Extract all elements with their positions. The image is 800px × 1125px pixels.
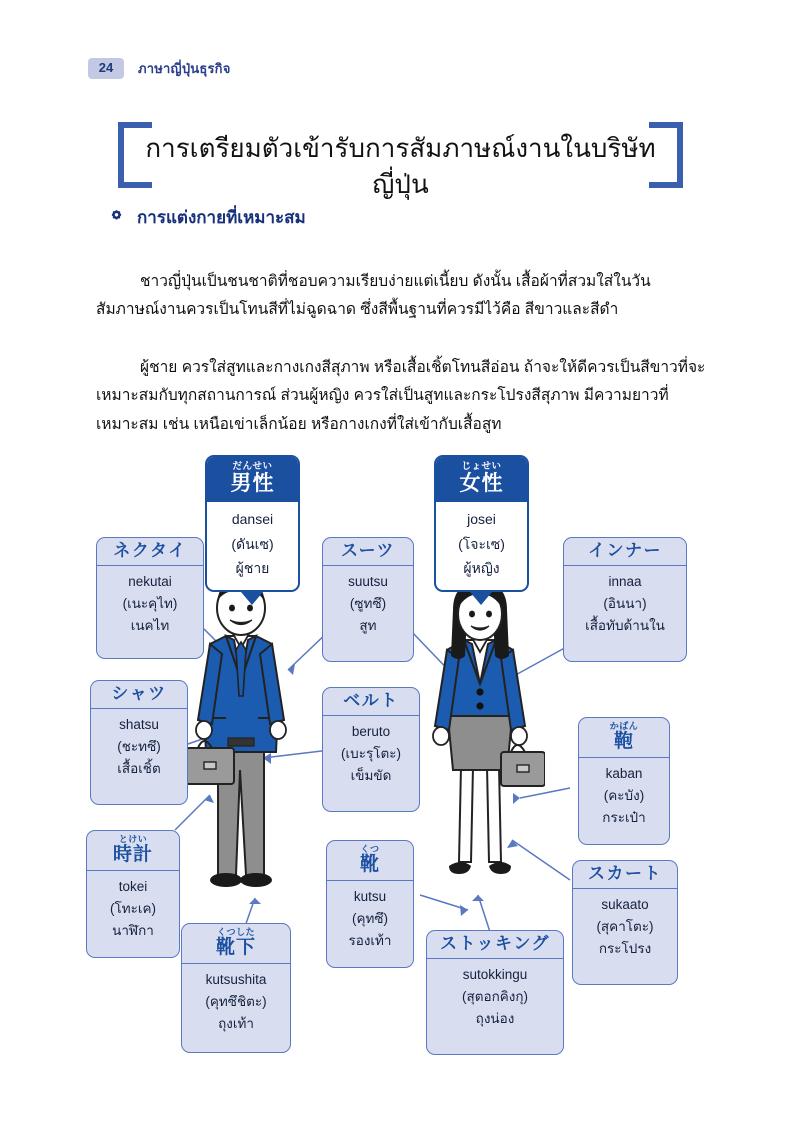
running-head-title: ภาษาญี่ปุ่นธุรกิจ xyxy=(138,61,231,76)
body-paragraph-1 xyxy=(96,268,710,325)
card-suutsu-romaji: suutsu xyxy=(348,573,388,589)
card-shatsu-header xyxy=(91,681,187,709)
card-beruto-katakana: ベルト xyxy=(343,691,399,710)
card-kaban-meaning: กระเป๋า xyxy=(602,810,646,826)
card-innaa-katakana: インナー xyxy=(588,541,662,560)
card-kaban-header xyxy=(579,718,669,758)
card-suutsu-header xyxy=(323,538,413,566)
card-nekutai-body xyxy=(97,566,203,644)
card-kutsu-meaning: รองเท้า xyxy=(348,933,392,949)
card-beruto-meaning: เข็มขัด xyxy=(350,767,392,783)
card-kaban-reading: (คะบัง) xyxy=(603,788,645,804)
card-kaban[interactable] xyxy=(578,717,670,845)
card-shatsu-romaji: shatsu xyxy=(119,716,159,732)
card-beruto-body xyxy=(323,716,419,794)
card-sutokkingu-romaji: sutokkingu xyxy=(462,966,528,982)
card-kaban-body xyxy=(579,758,669,836)
paragraph-1-text: ชาวญี่ปุ่นเป็นชนชาติที่ชอบความเรียบง่ายแต่เนี้ยบ ดังนั้น เสื้อผ้าที่สวมใส่ในวันสัมภาษณ์งานควรเป็นโทนสีที่ไม่ฉูดฉาด ซึ่งสีพื้นฐานที่ควรมีไว้คือ สีขาวและสีดำ xyxy=(96,272,651,319)
card-sukaato-header xyxy=(573,861,677,889)
card-nekutai-katakana: ネクタイ xyxy=(113,541,187,560)
section-heading-text: การแต่งกายที่เหมาะสม xyxy=(137,208,306,227)
page-number-badge: 24 xyxy=(88,58,124,78)
card-josei-furigana: じょせい xyxy=(461,461,502,472)
card-shatsu-body xyxy=(91,709,187,787)
card-innaa[interactable] xyxy=(563,537,687,662)
card-tokei-romaji: tokei xyxy=(118,879,148,895)
card-dansei-meaning: ผู้ชาย xyxy=(235,560,270,577)
card-sukaato-body xyxy=(573,889,677,967)
card-sukaato-romaji: sukaato xyxy=(601,896,649,912)
card-sukaato-reading: (สุคาโตะ) xyxy=(596,918,654,934)
card-kutsu-romaji: kutsu xyxy=(353,889,387,905)
card-tokei-body xyxy=(87,871,179,949)
card-kutsu-reading: (คุทซึ) xyxy=(351,911,389,927)
card-josei-header xyxy=(436,457,527,502)
card-tokei-kanji: 時計 xyxy=(112,844,153,866)
card-suutsu[interactable] xyxy=(322,537,414,662)
card-shatsu-meaning: เสื้อเชิ้ต xyxy=(117,760,161,776)
pointer-dansei xyxy=(241,592,263,605)
card-beruto-romaji: beruto xyxy=(351,723,391,739)
card-josei-reading: (โจะเซ) xyxy=(458,535,505,552)
card-nekutai-romaji: nekutai xyxy=(128,573,172,589)
card-kutsu-header xyxy=(327,841,413,881)
card-dansei-body xyxy=(207,502,298,588)
card-dansei-furigana: だんせい xyxy=(232,461,273,472)
card-josei-romaji: josei xyxy=(467,511,496,528)
card-kutsu-kanji: 靴 xyxy=(359,854,380,876)
card-sutokkingu-body xyxy=(427,959,563,1037)
card-tokei[interactable] xyxy=(86,830,180,958)
card-suutsu-body xyxy=(323,566,413,644)
card-sukaato[interactable] xyxy=(572,860,678,985)
page-title: การเตรียมตัวเข้ารับการสัมภาษณ์งานในบริษัทญี่ปุ่น xyxy=(145,133,656,200)
card-dansei-header xyxy=(207,457,298,502)
card-tokei-reading: (โทะเค) xyxy=(109,901,157,917)
card-josei-meaning: ผู้หญิง xyxy=(463,560,500,577)
card-shatsu-katakana: シャツ xyxy=(111,684,167,703)
card-josei[interactable] xyxy=(434,455,529,592)
card-suutsu-katakana: スーツ xyxy=(341,541,395,560)
card-kutsushita-header xyxy=(182,924,290,964)
card-kutsushita-romaji: kutsushita xyxy=(205,972,267,988)
card-kutsu[interactable] xyxy=(326,840,414,968)
card-sutokkingu-reading: (สุตอกคิงกุ) xyxy=(461,988,529,1004)
card-kaban-furigana: かばん xyxy=(609,721,639,731)
card-innaa-body xyxy=(564,566,686,644)
card-sutokkingu-meaning: ถุงน่อง xyxy=(475,1010,515,1026)
card-tokei-meaning: นาฬิกา xyxy=(112,923,154,939)
vocabulary-diagram xyxy=(0,440,800,1080)
card-kutsushita-kanji: 靴下 xyxy=(215,937,256,959)
card-kutsushita-meaning: ถุงเท้า xyxy=(218,1016,254,1032)
card-josei-kanji: 女性 xyxy=(459,471,504,495)
card-nekutai-header xyxy=(97,538,203,566)
gear-icon xyxy=(108,209,125,226)
card-tokei-furigana: とけい xyxy=(118,834,148,844)
card-sukaato-katakana: スカート xyxy=(588,864,662,883)
card-sutokkingu-katakana: ストッキング xyxy=(440,934,550,953)
section-heading xyxy=(108,204,306,231)
card-suutsu-meaning: สูท xyxy=(359,617,377,633)
chapter-title-block xyxy=(118,122,683,200)
card-suutsu-reading: (ซูทซึ) xyxy=(349,595,387,611)
card-josei-body xyxy=(436,502,527,588)
card-kutsushita-furigana: くつした xyxy=(216,927,255,937)
card-sutokkingu[interactable] xyxy=(426,930,564,1055)
card-dansei-romaji: dansei xyxy=(231,511,274,528)
page-header xyxy=(88,58,231,79)
card-shatsu[interactable] xyxy=(90,680,188,805)
card-dansei-kanji: 男性 xyxy=(230,471,275,495)
card-innaa-meaning: เสื้อทับด้านใน xyxy=(585,617,665,633)
card-innaa-romaji: innaa xyxy=(608,573,642,589)
card-dansei[interactable] xyxy=(205,455,300,592)
card-sukaato-meaning: กระโปรง xyxy=(598,940,652,956)
card-beruto-header xyxy=(323,688,419,716)
card-kutsu-body xyxy=(327,881,413,959)
card-kutsushita-body xyxy=(182,964,290,1042)
card-beruto[interactable] xyxy=(322,687,420,812)
card-nekutai-meaning: เนคไท xyxy=(130,617,170,633)
card-tokei-header xyxy=(87,831,179,871)
pointer-josei xyxy=(470,592,492,605)
card-kaban-kanji: 鞄 xyxy=(613,731,634,753)
card-dansei-reading: (ดันเซ) xyxy=(231,535,274,552)
card-innaa-header xyxy=(564,538,686,566)
card-innaa-reading: (อินนา) xyxy=(603,595,647,611)
card-kutsushita[interactable] xyxy=(181,923,291,1053)
card-nekutai-reading: (เนะคุไท) xyxy=(122,595,178,611)
card-kutsushita-reading: (คุทซึชิตะ) xyxy=(205,994,267,1010)
card-beruto-reading: (เบะรุโตะ) xyxy=(341,745,401,761)
card-kutsu-furigana: くつ xyxy=(360,844,380,854)
paragraph-2-text: ผู้ชาย ควรใส่สูทและกางเกงสีสุภาพ หรือเสื้อเชิ้ตโทนสีอ่อน ถ้าจะให้ดีควรเป็นสีขาวที่จะเหมาะสมกับทุกสถานการณ์ ส่วนผู้หญิง ควรใส่เป็นสูทและกระโปรงสีสุภาพ มีความยาวที่เหมาะสม เช่น เหนือเข่าเล็กน้อย หรือกางเกงที่ใส่เข้ากับเสื้อสูท xyxy=(96,358,706,433)
card-nekutai[interactable] xyxy=(96,537,204,659)
card-kaban-romaji: kaban xyxy=(605,766,643,782)
card-shatsu-reading: (ชะทซึ) xyxy=(117,738,161,754)
body-paragraph-2 xyxy=(96,354,710,440)
card-sutokkingu-header xyxy=(427,931,563,959)
businesswoman-illustration xyxy=(415,580,545,910)
